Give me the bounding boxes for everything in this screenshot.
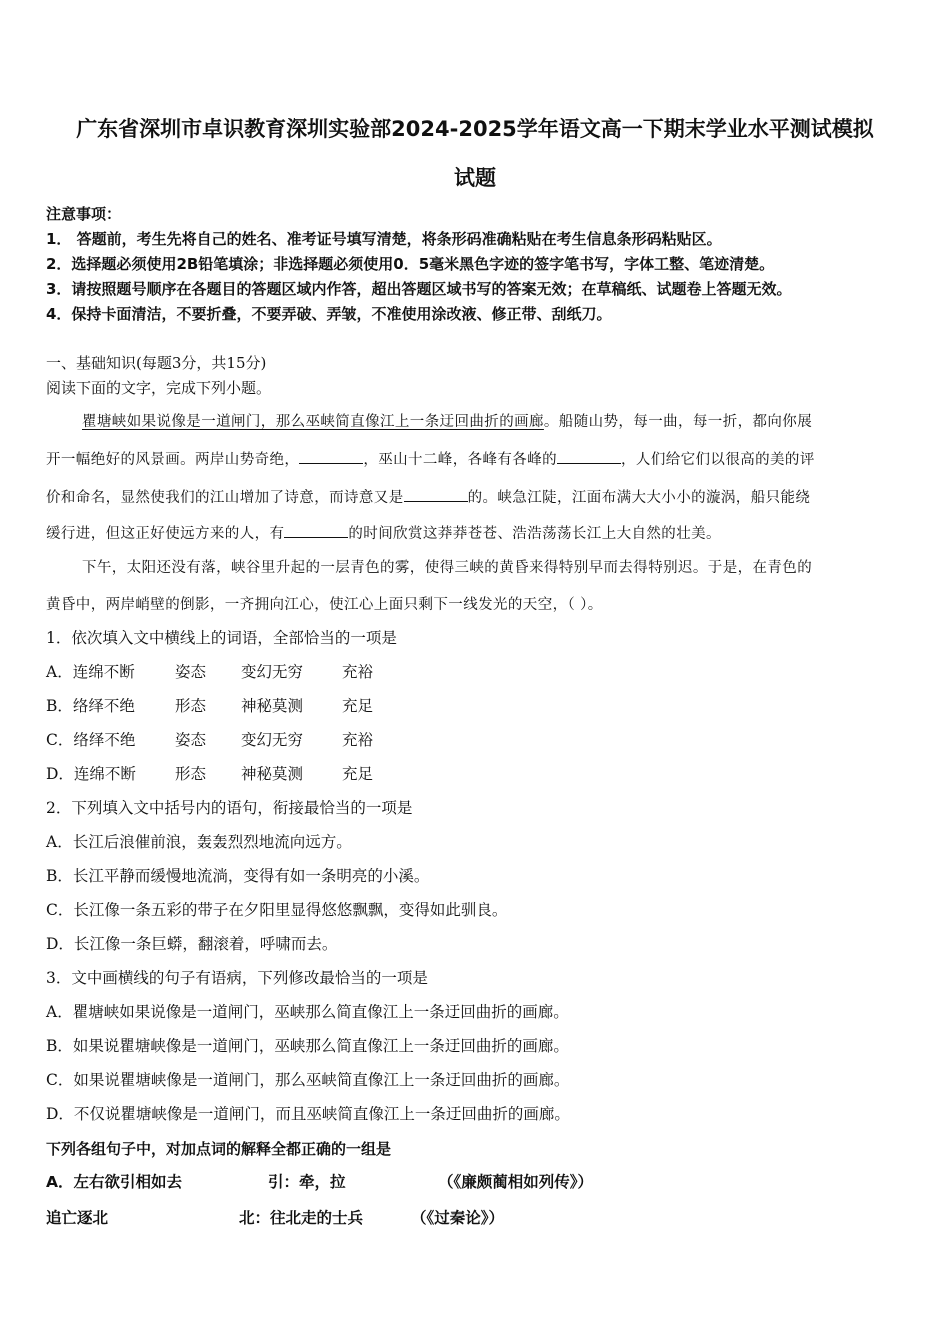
q2-option-b[interactable]: B．长江平静而缓慢地流淌，变得有如一条明亮的小溪。 [46, 867, 430, 885]
notice-item: 2．选择题必须使用2B铅笔填涂；非选择题必须使用0．5毫米黑色字迹的签字笔书写，字体工整、笔迹清楚。 [46, 255, 775, 273]
section-instruction: 阅读下面的文字，完成下列小题。 [46, 379, 272, 397]
question-2-stem: 2．下列填入文中括号内的语句，衔接最恰当的一项是 [46, 799, 413, 817]
blank-line [404, 489, 468, 502]
page-title: 广东省深圳市卓识教育深圳实验部2024-2025学年语文高一下期末学业水平测试模拟 [76, 117, 874, 141]
passage-line: 瞿塘峡如果说像是一道闸门，那么巫峡简直像江上一条迂回曲折的画廊。船随山势，每一曲，每一折，都向你展 [82, 414, 813, 430]
section-heading: 一、基础知识(每题3分，共15分) [46, 354, 267, 372]
passage-line: 黄昏中，两岸峭壁的倒影，一齐拥向江心，使江心上面只剩下一线发光的天空，（ ）。 [46, 597, 603, 613]
blank-line [557, 451, 621, 464]
passage-line: 下午，太阳还没有落，峡谷里升起的一层青色的雾，使得三峡的黄昏来得特别早而去得特别迟。于是，在青色的 [82, 560, 813, 576]
blank-line [284, 525, 348, 538]
notice-item: 3．请按照题号顺序在各题目的答题区域内作答，超出答题区域书写的答案无效；在草稿纸、试题卷上答题无效。 [46, 280, 792, 298]
question-1-stem: 1．依次填入文中横线上的词语，全部恰当的一项是 [46, 629, 397, 647]
q3-option-d[interactable]: D．不仅说瞿塘峡像是一道闸门，而且巫峡简直像江上一条迂回曲折的画廊。 [46, 1105, 570, 1123]
q2-option-a[interactable]: A．长江后浪催前浪，轰轰烈烈地流向远方。 [46, 833, 352, 851]
q3-option-c[interactable]: C．如果说瞿塘峡像是一道闸门，那么巫峡简直像江上一条迂回曲折的画廊。 [46, 1071, 570, 1089]
question-3-stem: 3．文中画横线的句子有语病，下列修改最恰当的一项是 [46, 969, 428, 987]
q2-option-c[interactable]: C．长江像一条五彩的带子在夕阳里显得悠悠飘飘，变得如此驯良。 [46, 901, 508, 919]
passage-line: 缓行进，但这正好使远方来的人，有 的时间欣赏这莽莽苍苍、浩浩荡荡长江上大自然的壮美。 [46, 526, 721, 542]
passage-line: 开一幅绝好的风景画。两岸山势奇绝， ，巫山十二峰，各峰有各峰的 ，人们给它们以很高的美的评 [46, 452, 815, 468]
passage-line: 价和命名，显然使我们的江山增加了诗意，而诗意又是 的。峡急江陡，江面布满大大小小的漩涡，船只能绕 [46, 490, 811, 506]
document-page: 广东省深圳市卓识教育深圳实验部2024-2025学年语文高一下期末学业水平测试模拟 试题 注意事项： 1． 答题前，考生先将自己的姓名、准考证号填写清楚，将条形码准确粘贴在考生信息条形码粘贴区。 2．选择题必须使用2B铅笔填涂；非选择题必须使用0．5毫米黑色字迹的签字笔书写，字体工整、笔迹清楚。 3．请按照题号顺序在各题目的答题区域内作答，超出答题区域书写的答案无效；在草稿纸、试题卷上答题无效。 4．保持卡面清洁，不要折叠，不要弄破、弄皱，不准使用涂改液、修正带、刮纸刀。 一、基础知识(每题3分，共15分) 阅读下面的文字，完成下列小题。 瞿塘峡如果说像是一道闸门，那么巫峡简直像江上一条迂回曲折的画廊。船随山势，每一曲，每一折，都向你展 开一幅绝好的风景画。两岸山势奇绝， ，巫山十二峰，各峰有各峰的 ，人们给它们以很高的美的评 价和命名，显然使我们的江山增加了诗意，而诗意又是 的。峡急江陡，江面布满大大小小的漩涡，船只能绕 缓行进，但这正好使远方来的人，有 的时间欣赏这莽莽苍苍、浩浩荡荡长江上大自然的壮美。 下午，太阳还没有落，峡谷里升起的一层青色的雾，使得三峡的黄昏来得特别早而去得特别迟。于是，在青色的 黄昏中，两岸峭壁的倒影，一齐拥向江心，使江心上面只剩下一线发光的天空，（ ）。 1．依次填入文中横线上的词语，全部恰当的一项是 A．连绵不断 姿态 变幻无穷 充裕 B．络绎不绝 形态 神秘莫测 充足 C．络绎不绝 姿态 变幻无穷 充裕 D．连绵不断 形态 神秘莫测 充足 2．下列填入文中括号内的语句，衔接最恰当的一项是 A．长江后浪催前浪，轰轰烈烈地流向远方。 B．长江平静而缓慢地流淌，变得有如一条明亮的小溪。 C．长江像一条五彩的带子在夕阳里显得悠悠飘飘，变得如此驯良。 D．长江像一条巨蟒，翻滚着，呼啸而去。 3．文中画横线的句子有语病，下列修改最恰当的一项是 A．瞿塘峡如果说像是一道闸门，巫峡那么简直像江上一条迂回曲折的画廊。 B．如果说瞿塘峡像是一道闸门，巫峡那么简直像江上一条迂回曲折的画廊。 C．如果说瞿塘峡像是一道闸门，那么巫峡简直像江上一条迂回曲折的画廊。 D．不仅说瞿塘峡像是一道闸门，而且巫峡简直像江上一条迂回曲折的画廊。 下列各组句子中，对加点词的解释全都正确的一组是 A．左右欲引相如去 引：牵，拉 （《廉颇蔺相如列传》） 追亡逐北 北：往北走的士兵 （《过秦论》） [0, 0, 950, 1344]
notice-item: 1． 答题前，考生先将自己的姓名、准考证号填写清楚，将条形码准确粘贴在考生信息条形码粘贴区。 [46, 230, 722, 248]
notice-heading: 注意事项： [46, 205, 122, 223]
q3-option-a[interactable]: A．瞿塘峡如果说像是一道闸门，巫峡那么简直像江上一条迂回曲折的画廊。 [46, 1003, 569, 1021]
q2-option-d[interactable]: D．长江像一条巨蟒，翻滚着，呼啸而去。 [46, 935, 338, 953]
question-4-stem: 下列各组句子中，对加点词的解释全都正确的一组是 [46, 1140, 392, 1158]
notice-item: 4．保持卡面清洁，不要折叠，不要弄破、弄皱，不准使用涂改液、修正带、刮纸刀。 [46, 305, 612, 323]
q3-option-b[interactable]: B．如果说瞿塘峡像是一道闸门，巫峡那么简直像江上一条迂回曲折的画廊。 [46, 1037, 569, 1055]
page-title-continued: 试题 [454, 166, 496, 190]
blank-line [299, 451, 363, 464]
underlined-sentence: 瞿塘峡如果说像是一道闸门，那么巫峡简直像江上一条迂回曲折的画廊 [82, 414, 544, 430]
